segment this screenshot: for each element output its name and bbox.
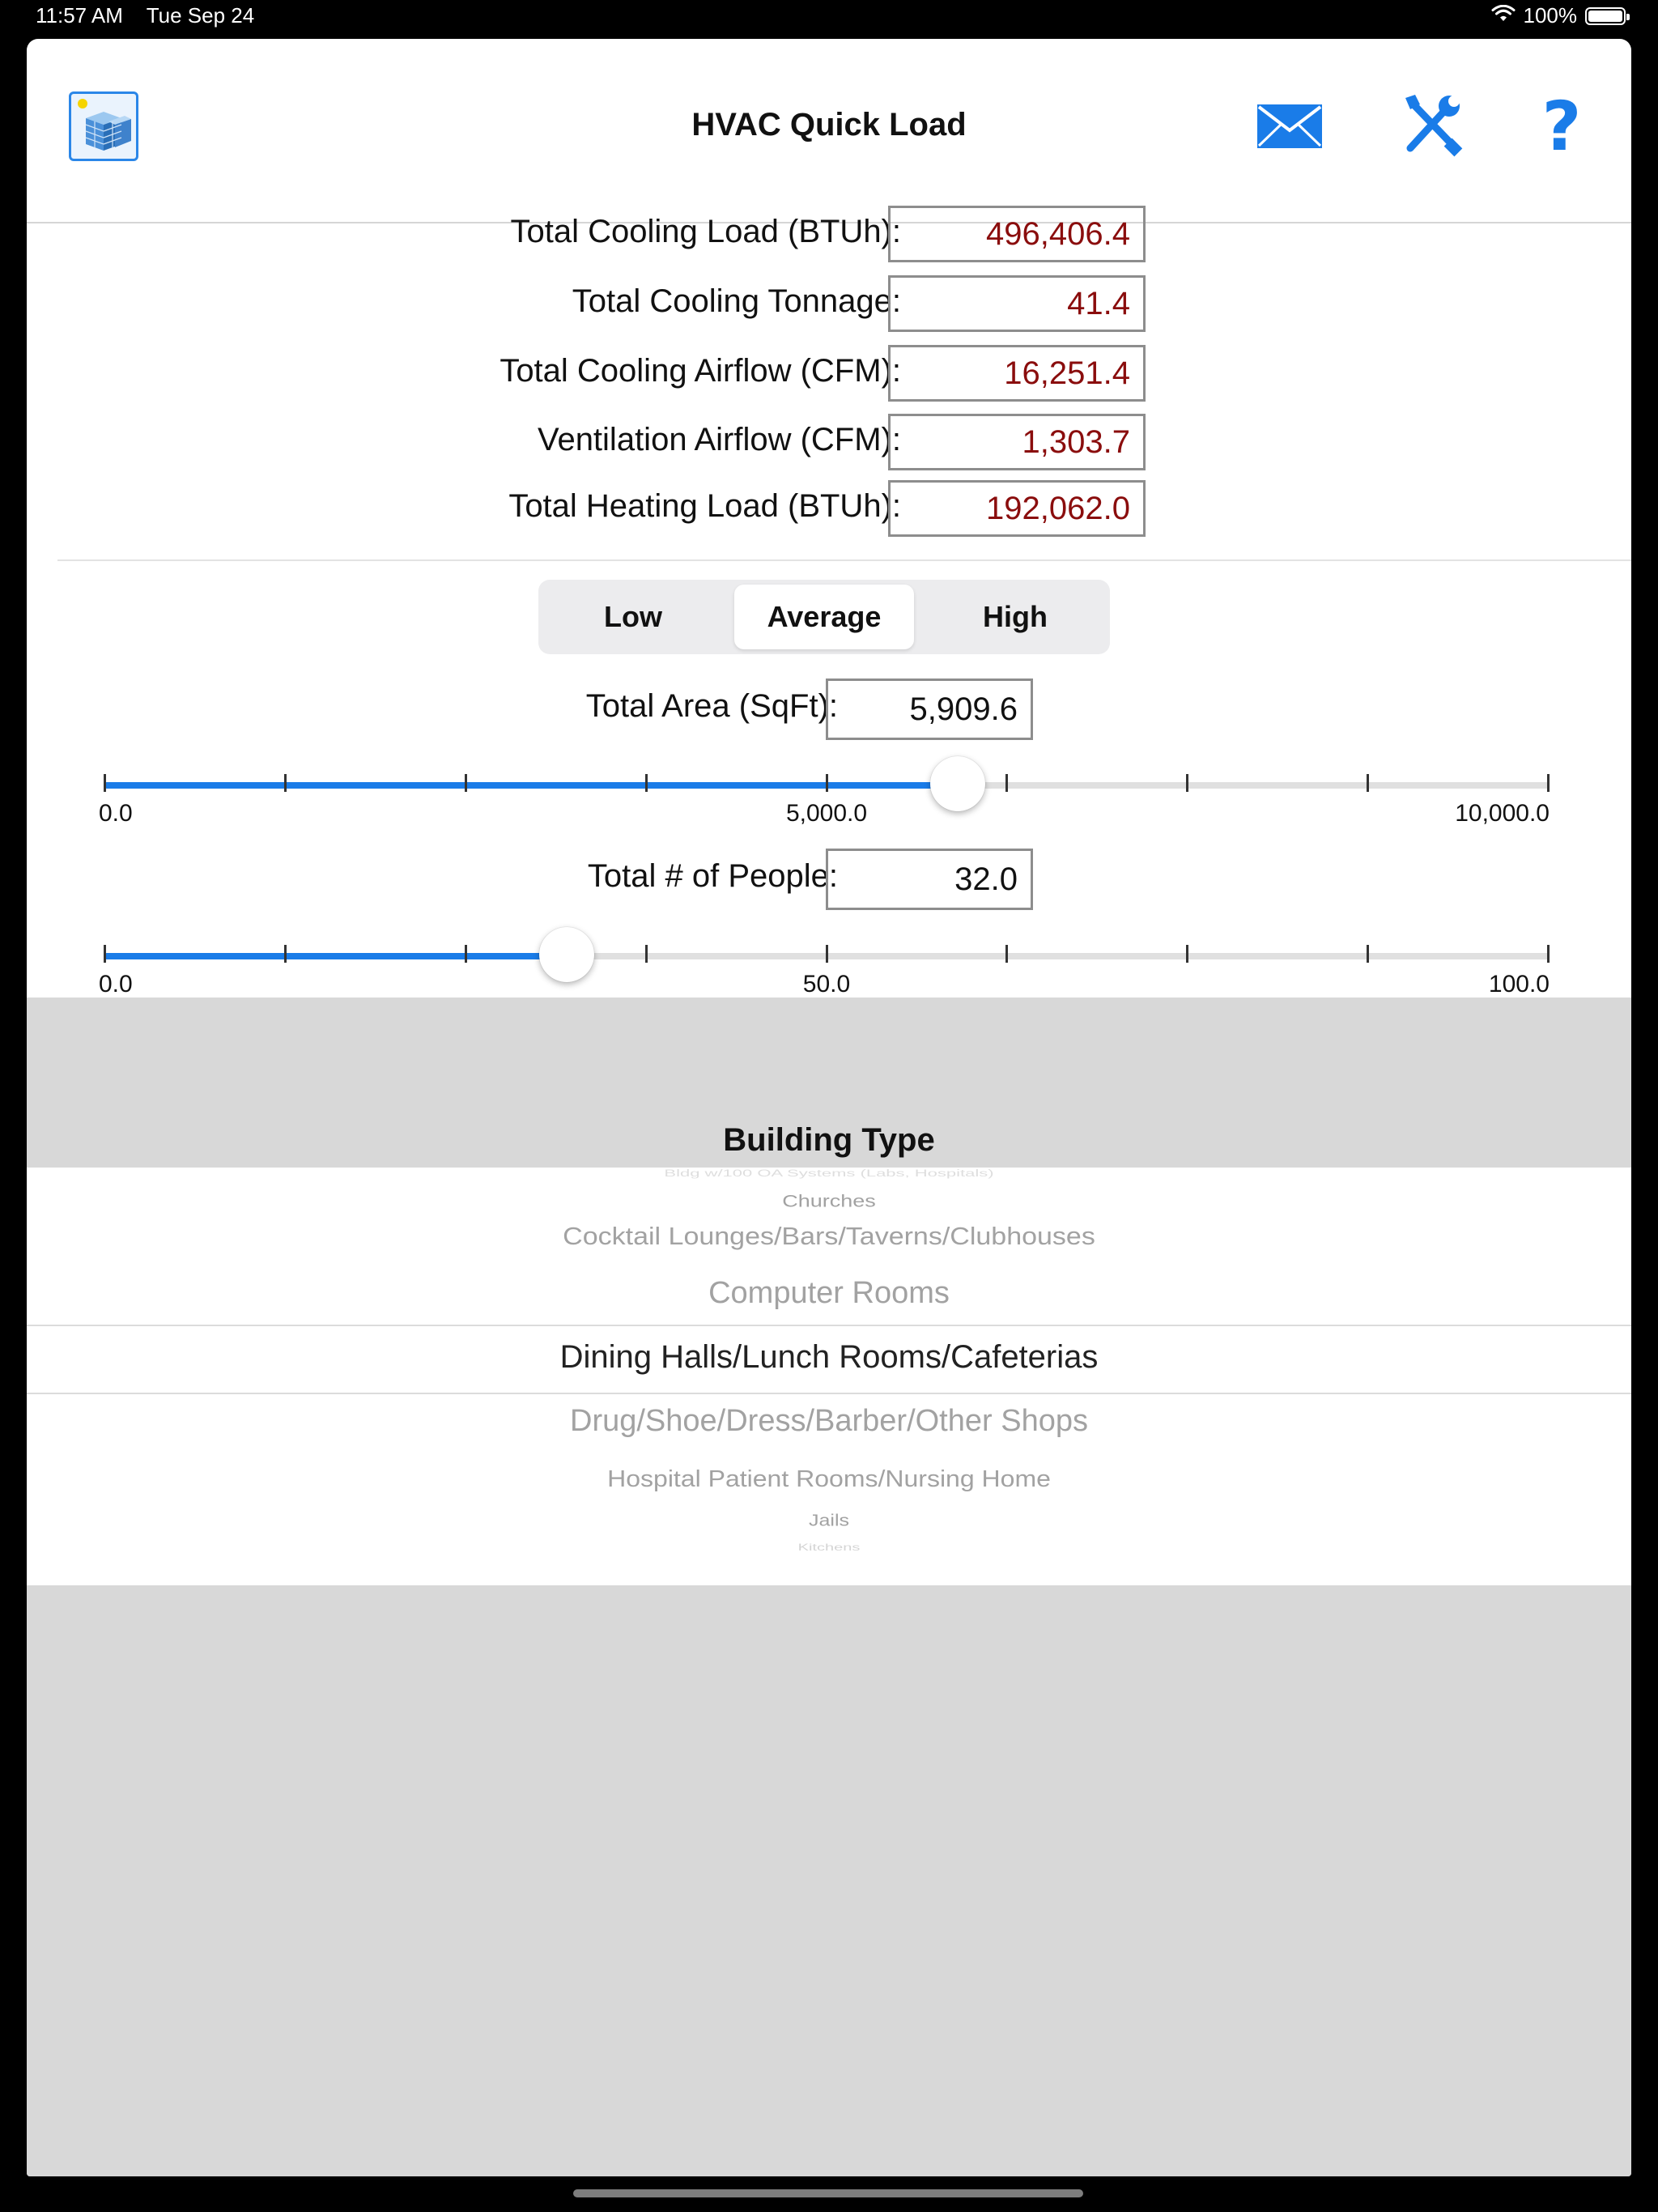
segment-average[interactable]: Average bbox=[734, 585, 914, 649]
slider-tick bbox=[1186, 774, 1188, 792]
picker-option[interactable]: Hospital Patient Rooms/Nursing Home bbox=[607, 1465, 1051, 1492]
slider-tick bbox=[1367, 945, 1369, 963]
home-indicator[interactable] bbox=[573, 2189, 1083, 2197]
cooling-tonnage-row bbox=[27, 275, 1631, 334]
picker-footer-background bbox=[27, 1585, 1631, 2176]
picker-option[interactable]: Jails bbox=[808, 1511, 849, 1530]
slider-fill bbox=[104, 953, 567, 959]
slider-tick bbox=[1547, 945, 1550, 963]
slider-tick bbox=[104, 774, 106, 792]
slider-tick bbox=[826, 945, 828, 963]
help-icon[interactable]: ? bbox=[1541, 87, 1582, 166]
page-title: HVAC Quick Load bbox=[691, 107, 967, 143]
picker-option[interactable]: Bldg w/100 OA Systems (Labs, Hospitals) bbox=[664, 1168, 994, 1179]
cooling-tonnage-label: Total Cooling Tonnage: bbox=[572, 283, 901, 319]
wifi-icon bbox=[1491, 3, 1516, 28]
battery-icon bbox=[1585, 7, 1626, 25]
slider-tick bbox=[1005, 774, 1008, 792]
slider-tick bbox=[104, 945, 106, 963]
total-area-input[interactable]: 5,909.6 bbox=[826, 678, 1033, 740]
building-type-picker[interactable] bbox=[27, 1168, 1631, 1585]
slider-tick bbox=[1547, 774, 1550, 792]
slider-tick bbox=[645, 774, 648, 792]
status-date: Tue Sep 24 bbox=[146, 3, 255, 28]
cooling-airflow-row bbox=[27, 345, 1631, 403]
app-sheet bbox=[27, 39, 1631, 2176]
picker-option[interactable]: Drug/Shoe/Dress/Barber/Other Shops bbox=[570, 1404, 1088, 1438]
cooling-load-value: 496,406.4 bbox=[888, 206, 1146, 262]
ventilation-airflow-label: Ventilation Airflow (CFM): bbox=[537, 422, 901, 457]
load-level-segmented-control bbox=[538, 580, 1110, 654]
cooling-load-label: Total Cooling Load (BTUh): bbox=[510, 214, 901, 249]
total-people-label: Total # of People: bbox=[587, 858, 838, 894]
segment-high[interactable]: High bbox=[983, 600, 1048, 633]
battery-percent: 100% bbox=[1523, 3, 1577, 28]
slider-fill bbox=[104, 782, 958, 789]
slider-thumb[interactable] bbox=[539, 927, 594, 982]
slider-tick bbox=[826, 774, 828, 792]
ventilation-airflow-value: 1,303.7 bbox=[888, 414, 1146, 470]
slider-tick bbox=[465, 774, 467, 792]
slider-tick bbox=[1367, 774, 1369, 792]
status-bar bbox=[0, 0, 1658, 39]
heating-load-row bbox=[27, 480, 1631, 538]
cooling-tonnage-value: 41.4 bbox=[888, 275, 1146, 332]
mail-icon[interactable] bbox=[1254, 92, 1325, 160]
picker-option[interactable]: Kitchens bbox=[797, 1542, 861, 1553]
picker-option[interactable]: Churches bbox=[782, 1191, 876, 1211]
slider-tick bbox=[1186, 945, 1188, 963]
slider-tick bbox=[284, 945, 287, 963]
total-people-row bbox=[27, 849, 1631, 910]
navigation-bar bbox=[27, 84, 1631, 223]
slider-thumb[interactable] bbox=[930, 756, 985, 811]
tools-icon[interactable] bbox=[1397, 92, 1468, 160]
slider-tick bbox=[645, 945, 648, 963]
total-area-slider[interactable] bbox=[99, 771, 1550, 827]
slider-tick bbox=[465, 945, 467, 963]
slider-mid-label: 5,000.0 bbox=[785, 800, 868, 827]
picker-selection-bottom-line bbox=[27, 1393, 1631, 1394]
status-time: 11:57 AM bbox=[36, 3, 123, 28]
picker-option[interactable]: Cocktail Lounges/Bars/Taverns/Clubhouses bbox=[563, 1222, 1095, 1251]
heating-load-value: 192,062.0 bbox=[888, 480, 1146, 537]
picker-selection-top-line bbox=[27, 1325, 1631, 1326]
picker-selected-option[interactable]: Dining Halls/Lunch Rooms/Cafeterias bbox=[559, 1339, 1099, 1375]
section-divider bbox=[57, 559, 1631, 561]
total-area-label: Total Area (SqFt): bbox=[585, 688, 838, 724]
slider-min-label: 0.0 bbox=[99, 800, 133, 827]
slider-tick bbox=[284, 774, 287, 792]
total-area-row bbox=[27, 678, 1631, 740]
picker-option[interactable]: Computer Rooms bbox=[708, 1276, 950, 1310]
total-people-slider[interactable] bbox=[99, 942, 1550, 998]
slider-mid-label: 50.0 bbox=[802, 971, 851, 998]
cooling-load-row bbox=[27, 206, 1631, 264]
slider-tick bbox=[1005, 945, 1008, 963]
slider-max-label: 10,000.0 bbox=[1455, 800, 1550, 827]
cooling-airflow-label: Total Cooling Airflow (CFM): bbox=[500, 353, 901, 389]
cooling-airflow-value: 16,251.4 bbox=[888, 345, 1146, 402]
slider-max-label: 100.0 bbox=[1488, 971, 1550, 998]
heating-load-label: Total Heating Load (BTUh): bbox=[508, 488, 901, 524]
ventilation-airflow-row bbox=[27, 414, 1631, 472]
segment-low[interactable]: Low bbox=[604, 600, 662, 633]
total-people-input[interactable]: 32.0 bbox=[826, 849, 1033, 910]
slider-min-label: 0.0 bbox=[99, 971, 133, 998]
picker-title: Building Type bbox=[723, 1122, 935, 1158]
